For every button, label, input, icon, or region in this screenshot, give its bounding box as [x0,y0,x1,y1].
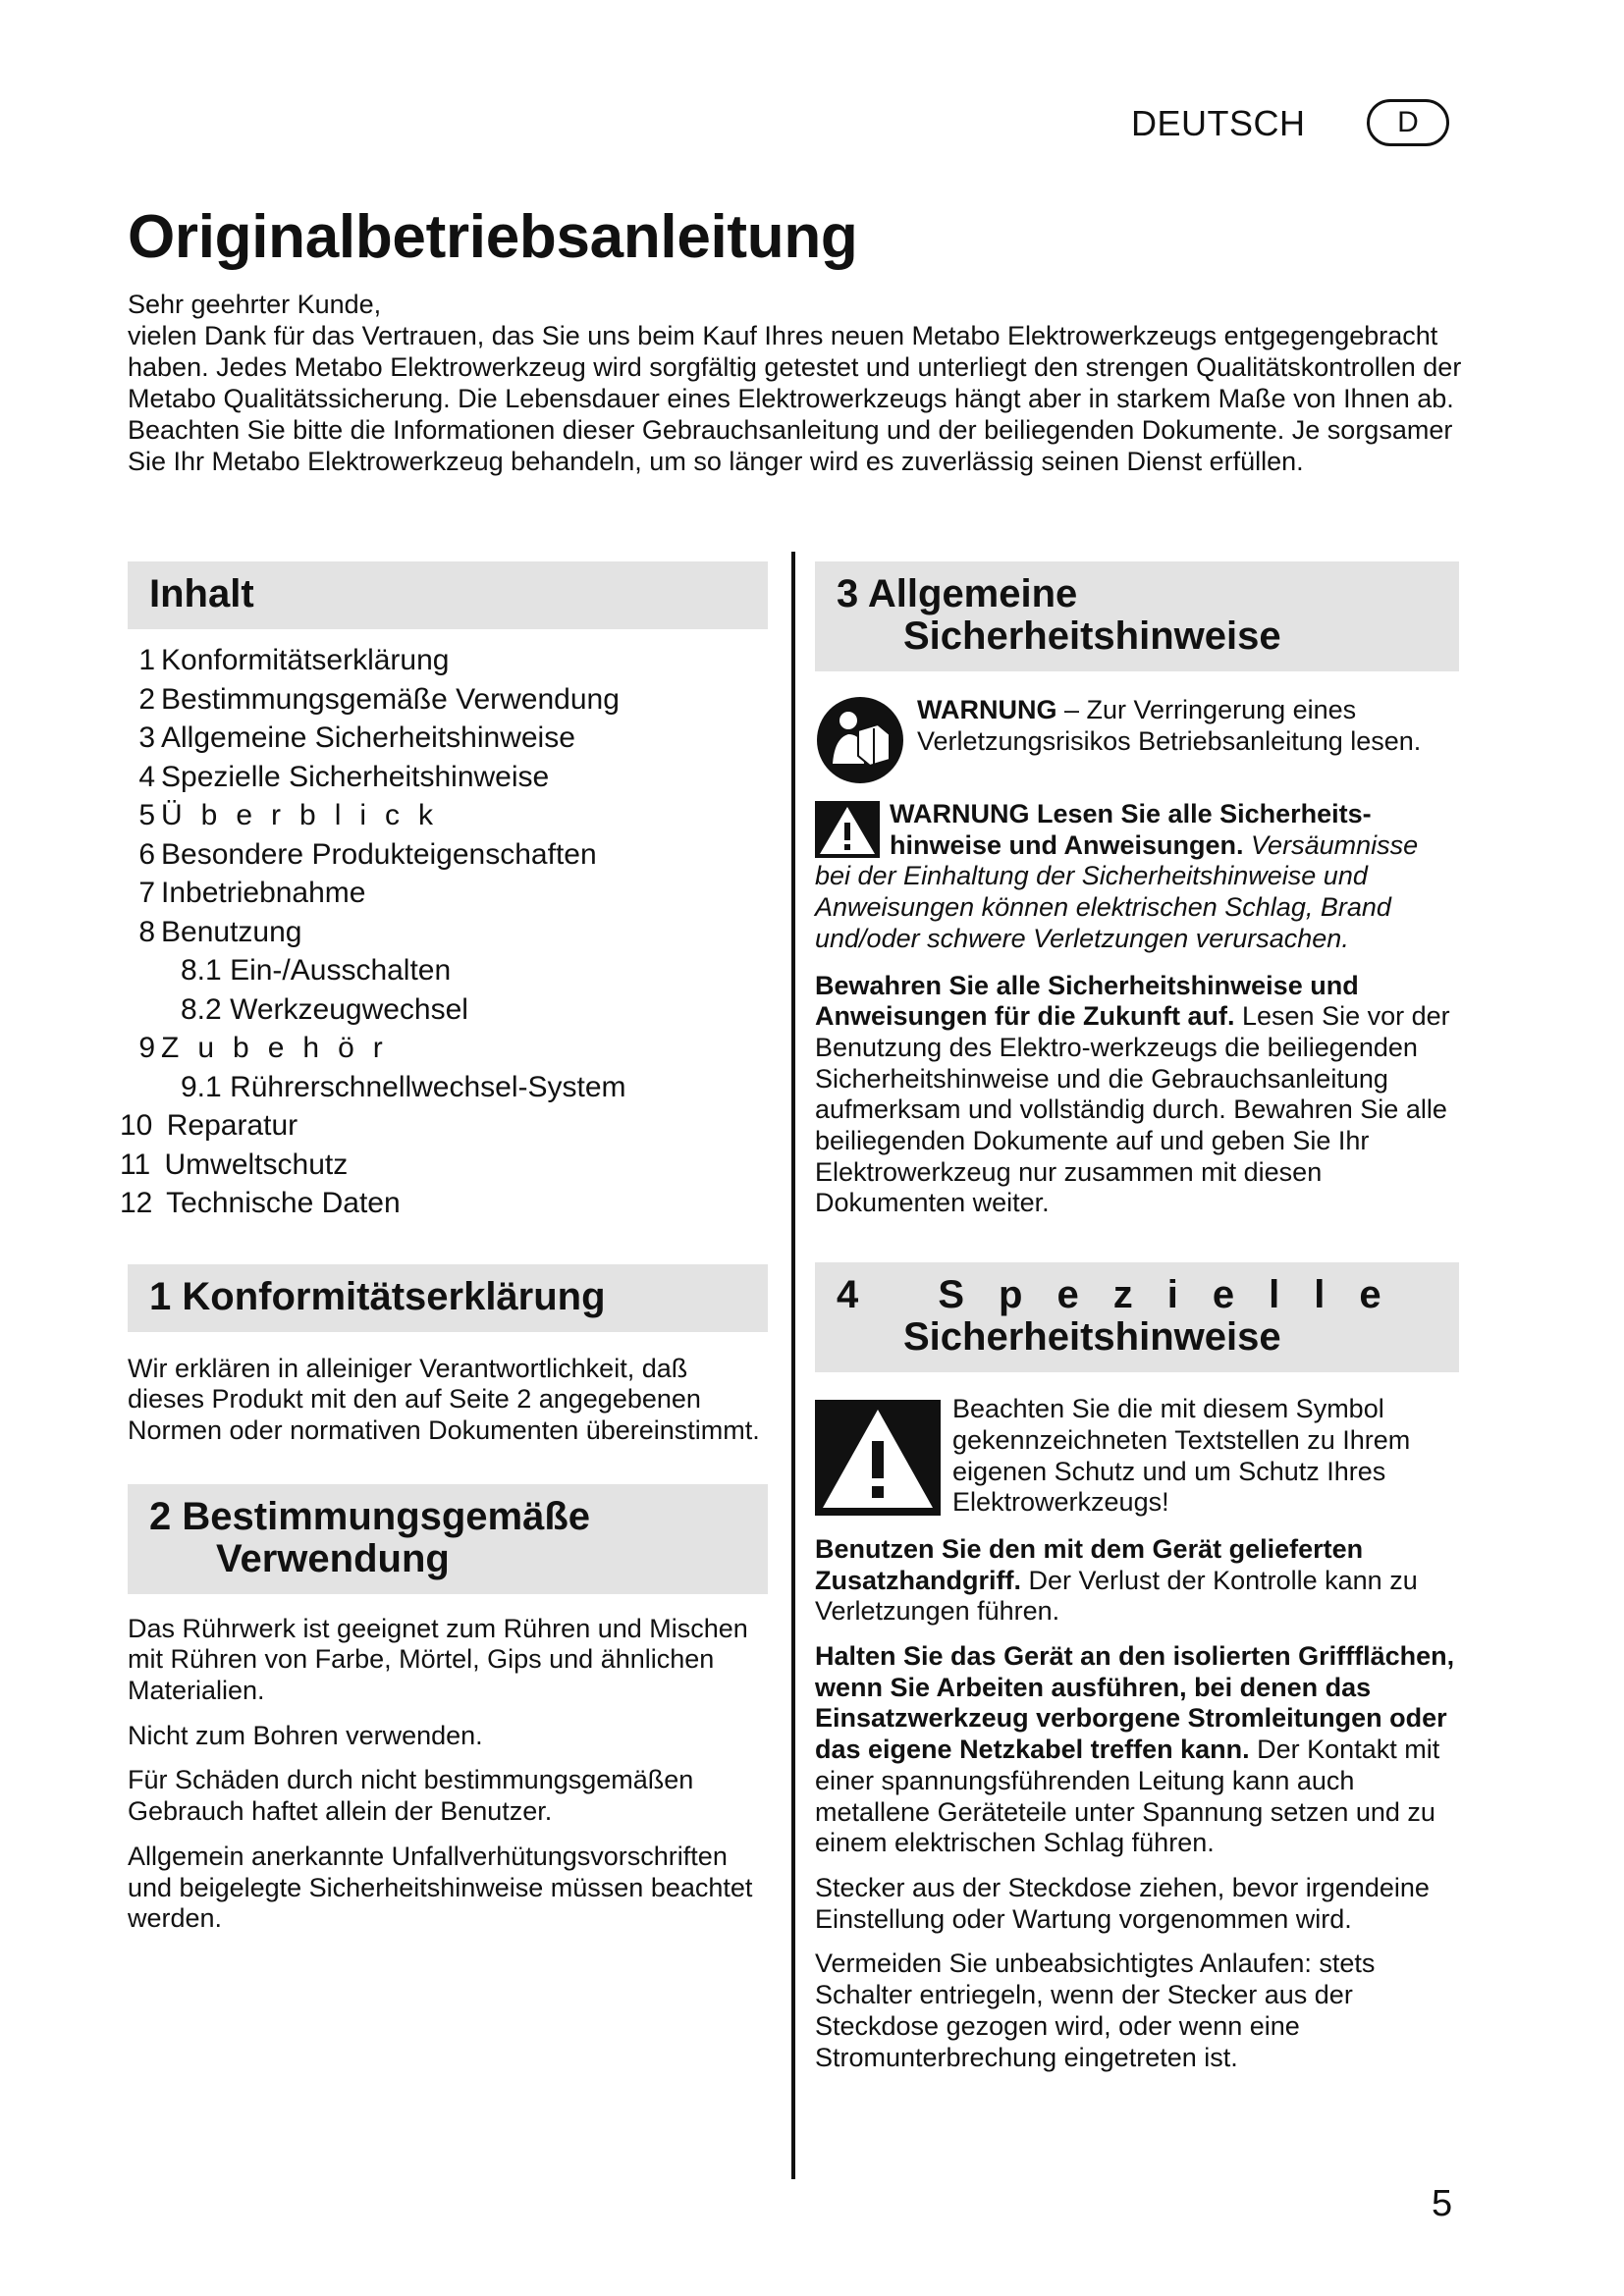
toc-item[interactable]: 7 Inbetriebnahme [138,877,366,909]
warning-read-all: WARNUNG Lesen Sie alle Sicherheits-hinweise und Anweisungen. Versäumnisse bei der Einhaltung der Sicherheitshinweise und Anweisungen können elektrischen Schlag, Brand und/oder schwere Verletzungen verursachen. [815,799,1419,953]
toc-item[interactable]: 3 Allgemeine Sicherheitshinweise [138,721,575,754]
language-code-badge: D [1367,99,1449,146]
section-4-p1: Benutzen Sie den mit dem Gerät gelieferten Zusatzhandgriff. Der Verlust der Kontrolle kann zu Verletzungen führen. [815,1533,1418,1627]
warning-triangle-icon [815,801,880,858]
read-manual-icon [815,695,905,785]
toc-item[interactable]: 9 Zubehör [138,1032,402,1064]
toc-subitem[interactable]: 8.1 Ein-/Ausschalten [181,954,452,987]
section-2-p2: Nicht zum Bohren verwenden. [128,1720,483,1750]
table-of-contents [120,641,768,1223]
keep-instructions: Bewahren Sie alle Sicherheitshinweise und Anweisungen für die Zukunft auf. Lesen Sie vor der Benutzung des Elektro-werkzeugs die beiliegenden Sicherheitshinweise und die Gebrauchsanleitung aufmerksam und vollständig durch. Bewahren Sie alle beiliegenden Dokumente auf und geben Sie Ihr Elektrowerkzeug nur zusammen mit diesen Dokumenten weiter. [815,970,1450,1218]
page-title: Originalbetriebsanleitung [128,203,858,271]
toc-item[interactable]: 11 Umweltschutz [120,1148,349,1181]
toc-item[interactable]: 1 Konformitätserklärung [138,644,450,676]
warning-triangle-icon [815,1400,941,1516]
page-number: 5 [1432,2183,1453,2224]
section-3-heading: 3 Allgemeine Sicherheitshinweise [815,561,1459,671]
section-2-p4: Allgemein anerkannte Unfallverhütungsvorschriften und beigelegte Sicherheitshinweise müssen beachtet werden. [128,1841,753,1934]
symbol-note [815,1394,1459,1519]
warning-read-manual [815,691,1459,785]
toc-item[interactable]: 2 Bestimmungsgemäße Verwendung [138,682,620,716]
intro-text: vielen Dank für das Vertrauen, das Sie uns beim Kauf Ihres neuen Metabo Elektrowerkzeugs entgegengebracht haben. Jedes Metabo Elektrowerkzeug wird sorgfältig getestet und unterliegt den strengen Qualitätskontrollen der Metabo Qualitätssicherung. Die Lebensdauer eines Elektrowerkzeugs hängt aber in starkem Maße von Ihnen ab. Beachten Sie bitte die Informationen dieser Gebrauchsanleitung und der beiliegenden Dokumente. Je sorgsamer Sie Ihr Metabo Elektrowerkzeug behandeln, um so länger wird es zuverlässig seinen Dienst erfüllen. [128,321,1462,476]
right-column [815,561,1459,2087]
section-4-p2: Halten Sie das Gerät an den isolierten Griffflächen, wenn Sie Arbeiten ausführen, bei denen das Einsatzwerkzeug verborgene Stromleitungen oder das eigene Netzkabel treffen kann. Der Kontakt mit einer spannungsführenden Leitung kann auch metallene Geräteteile unter Spannung setzen und zu einem elektrischen Schlag führen. [815,1641,1455,1858]
toc-subitem[interactable]: 9.1 Rührerschnellwechsel-System [181,1070,626,1103]
toc-item[interactable]: 10 Reparatur [120,1109,298,1142]
column-divider [791,552,795,2179]
section-1-body [128,1354,768,1447]
section-2-heading: 2 Bestimmungsgemäße Verwendung [128,1484,768,1594]
intro [128,289,1473,477]
language-label: DEUTSCH [1131,103,1306,143]
toc-item[interactable]: 4 Spezielle Sicherheitshinweise [138,760,550,793]
toc-subitem[interactable]: 8.2 Werkzeugwechsel [181,992,468,1026]
toc-item[interactable]: 6 Besondere Produkteigenschaften [138,837,597,871]
section-2-p1: Das Rührwerk ist geeignet zum Rühren und Mischen mit Rühren von Farbe, Mörtel, Gips und ähnlichen Materialien. [128,1613,748,1706]
left-column [120,561,768,1949]
toc-item[interactable]: 8 Benutzung [138,915,302,948]
section-4-p4: Vermeiden Sie unbeabsichtigtes Anlaufen: stets Schalter entriegeln, wenn der Stecker aus der Steckdose gezogen wird, oder wenn eine Stromunterbrechung eingetreten ist. [815,1949,1376,2072]
section-2-p3: Für Schäden durch nicht bestimmungsgemäßen Gebrauch haftet allein der Benutzer. [128,1765,694,1827]
toc-item[interactable]: 5 Überblick [138,799,453,831]
section-4-heading: 4 Spezielle Sicherheitshinweise [815,1262,1459,1372]
warning-1-text: WARNUNG – Zur Verringerung eines Verletzungsrisikos Betriebsanleitung lesen. [917,695,1422,756]
section-4-p3: Stecker aus der Steckdose ziehen, bevor irgendeine Einstellung oder Wartung vorgenommen wird. [815,1872,1430,1934]
section-4-body [815,1394,1459,2073]
section-2-body [128,1614,768,1935]
symbol-note-text: Beachten Sie die mit diesem Symbol gekennzeichneten Textstellen zu Ihrem eigenen Schutz und um Schutz Ihres Elektrowerkzeugs! [952,1394,1411,1518]
intro-salutation: Sehr geehrter Kunde, [128,290,382,319]
toc-item[interactable]: 12 Technische Daten [120,1187,401,1219]
section-3-body [815,691,1459,1219]
section-1-heading: 1 Konformitätserklärung [128,1264,768,1332]
toc-heading: Inhalt [128,561,768,629]
section-1-text: Wir erklären in alleiniger Verantwortlichkeit, daß dieses Produkt mit den auf Seite 2 angegebenen Normen oder normativen Dokumenten übereinstimmt. [128,1353,760,1445]
